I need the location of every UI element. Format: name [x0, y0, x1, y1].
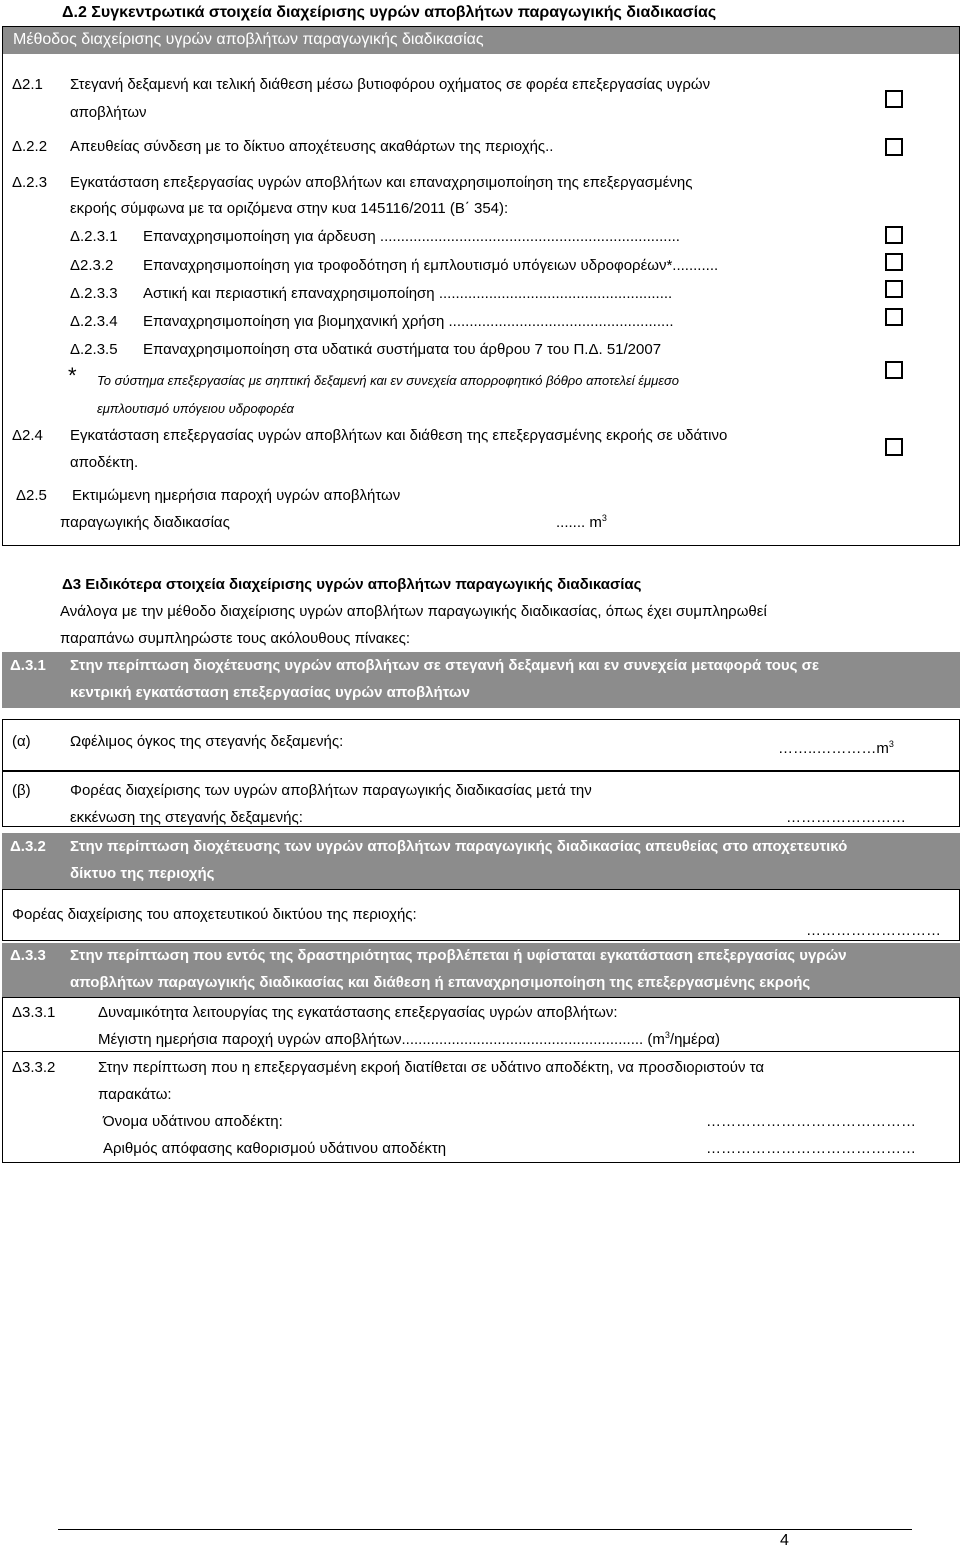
d23-text-1: Εγκατάσταση επεξεργασίας υγρών αποβλήτων και επαναχρησιμοποίηση της επεξεργασμένης [70, 174, 693, 191]
d32-text-2: δίκτυο της περιοχής [70, 865, 215, 882]
d233-checkbox[interactable] [885, 280, 903, 298]
d331-text-1: Δυναμικότητα λειτουργίας της εγκατάστασης επεξεργασίας υγρών αποβλήτων: [98, 1004, 618, 1021]
footnote-text-2: εμπλουτισμό υπόγειου υδροφορέα [97, 401, 294, 416]
footnote-text-1: Το σύστημα επεξεργασίας με σηπτική δεξαμενή και εν συνεχεία απορροφητικό βόθρο αποτελεί έμμεσο [97, 373, 680, 388]
d3-intro-2: παραπάνω συμπληρώστε τους ακόλουθους πίνακες: [60, 630, 411, 647]
d332-text-2: παρακάτω: [98, 1086, 172, 1103]
d332-text-1: Στην περίπτωση που η επεξεργασμένη εκροή διατίθεται σε υδάτινο αποδέκτη, να προσδιοριστούν τα [98, 1059, 764, 1076]
d234-text: Επαναχρησιμοποίηση για βιομηχανική χρήση ...................................................... [143, 313, 674, 330]
d235-code: Δ.2.3.5 [70, 341, 118, 358]
d231-code: Δ.2.3.1 [70, 228, 118, 245]
recipient-name-value[interactable]: …………………………………… [706, 1113, 916, 1130]
row-b-text-2: εκκένωση της στεγανής δεξαμενής: [70, 809, 303, 826]
d33-table [2, 997, 960, 1163]
d31-text-1: Στην περίπτωση διοχέτευσης υγρών αποβλήτων σε στεγανή δεξαμενή και εν συνεχεία μεταφορά τους σε [70, 657, 819, 674]
d25-text-2: παραγωγικής διαδικασίας [60, 514, 230, 531]
row-a-text: Ωφέλιμος όγκος της στεγανής δεξαμενής: [70, 733, 344, 750]
d233-text: Αστική και περιαστική επαναχρησιμοποίηση ........................................................ [143, 285, 673, 302]
d25-value[interactable]: ....... $m^3$ [556, 513, 607, 531]
d32-band [2, 833, 960, 889]
d24-checkbox[interactable] [885, 438, 903, 456]
d31-code: Δ.3.1 [10, 657, 46, 674]
method-header-band [3, 27, 959, 54]
d24-text-1: Εγκατάσταση επεξεργασίας υγρών αποβλήτων και διάθεση της επεξεργασμένης εκροής σε υδάτινο [70, 427, 728, 444]
d231-checkbox[interactable] [885, 226, 903, 244]
d332-code: Δ3.3.2 [12, 1059, 56, 1076]
decision-number-label: Αριθμός απόφασης καθορισμού υδάτινου αποδέκτη [103, 1140, 447, 1157]
row-b-text-1: Φορέας διαχείρισης των υγρών αποβλήτων παραγωγικής διαδικασίας μετά την [70, 782, 592, 799]
d33-text-1: Στην περίπτωση που εντός της δραστηριότητας προβλέπεται ή υφίσταται εγκατάσταση επεξεργασίας υγρών [70, 947, 847, 964]
footer-rule [58, 1529, 912, 1530]
d21-text-2: αποβλήτων [70, 104, 147, 121]
d233-code: Δ.2.3.3 [70, 285, 118, 302]
d21-checkbox[interactable] [885, 90, 903, 108]
d3-intro-1: Ανάλογα με την μέθοδο διαχείρισης υγρών αποβλήτων παραγωγικής διαδικασίας, όπως έχει συμπληρωθεί [60, 603, 767, 620]
d331-text-2[interactable]: Μέγιστη ημερήσια παροχή υγρών αποβλήτων.......................................................... $(m^3/\eta\mu έ\rho\alpha)$ [98, 1030, 720, 1048]
d31-text-2: κεντρική εγκατάσταση επεξεργασίας υγρών αποβλήτων [70, 684, 470, 701]
d232-checkbox[interactable] [885, 253, 903, 271]
sewer-value[interactable]: ……………………… [806, 922, 941, 939]
d33-code: Δ.3.3 [10, 947, 46, 964]
section-d3-title: Δ3 Ειδικότερα στοιχεία διαχείρισης υγρών αποβλήτων παραγωγικής διαδικασίας [62, 576, 642, 593]
section-d2-title: Δ.2 Συγκεντρωτικά στοιχεία διαχείρισης υγρών αποβλήτων παραγωγικής διαδικασίας [62, 4, 717, 21]
d25-text-1: Εκτιμώμενη ημερήσια παροχή υγρών αποβλήτων [72, 487, 401, 504]
recipient-name-label: Όνομα υδάτινου αποδέκτη: [103, 1113, 283, 1130]
d32-text-1: Στην περίπτωση διοχέτευσης των υγρών αποβλήτων παραγωγικής διαδικασίας απευθείας στο αποχετευτικό [70, 838, 848, 855]
footnote-checkbox[interactable] [885, 361, 903, 379]
d31-band [2, 652, 960, 708]
d33-text-2: αποβλήτων παραγωγικής διαδικασίας και διάθεση ή επαναχρησιμοποίηση της επεξεργασμένης εκροής [70, 974, 811, 991]
d33-band [2, 943, 960, 997]
d24-text-2: αποδέκτη. [70, 454, 139, 471]
d21-text-1: Στεγανή δεξαμενή και τελική διάθεση μέσω βυτιοφόρου οχήματος σε φορέα επεξεργασίας υγρών [70, 76, 711, 93]
row-a-label: (α) [12, 733, 31, 750]
d32-code: Δ.3.2 [10, 838, 46, 855]
page-number: 4 [780, 1532, 789, 1549]
d235-text: Επαναχρησιμοποίηση στα υδατικά συστήματα του άρθρου 7 του Π.Δ. 51/2007 [143, 341, 662, 358]
d232-code: Δ2.3.2 [70, 257, 114, 274]
d231-text: Επαναχρησιμοποίηση για άρδευση ........................................................................ [143, 228, 680, 245]
decision-number-value[interactable]: …………………………………… [706, 1140, 916, 1157]
row-a-value[interactable]: $\dots\dots..\dots\dots\dots\dots m^3$ [778, 739, 894, 757]
d23-text-2: εκροής σύμφωνα με τα οριζόμενα στην κυα 145116/2011 (Β΄ 354): [70, 200, 509, 217]
d22-text: Απευθείας σύνδεση με το δίκτυο αποχέτευσης ακαθάρτων της περιοχής.. [70, 138, 554, 155]
d25-code: Δ2.5 [16, 487, 47, 504]
d23-code: Δ.2.3 [12, 174, 48, 191]
d24-code: Δ2.4 [12, 427, 43, 444]
sewer-label: Φορέας διαχείρισης του αποχετευτικού δικτύου της περιοχής: [12, 906, 417, 923]
d22-code: Δ.2.2 [12, 138, 48, 155]
method-header: Μέθοδος διαχείρισης υγρών αποβλήτων παραγωγικής διαδικασίας [13, 31, 484, 48]
row-b-value[interactable]: …………………… [786, 809, 906, 826]
d22-checkbox[interactable] [885, 138, 903, 156]
d232-text: Επαναχρησιμοποίηση για τροφοδότηση ή εμπλουτισμό υπόγειων υδροφορέων*........... [143, 257, 719, 274]
d21-code: Δ2.1 [12, 76, 43, 93]
row-b-label: (β) [12, 782, 31, 799]
d331-code: Δ3.3.1 [12, 1004, 56, 1021]
d234-code: Δ.2.3.4 [70, 313, 118, 330]
d234-checkbox[interactable] [885, 308, 903, 326]
footnote-star: * [68, 363, 77, 388]
